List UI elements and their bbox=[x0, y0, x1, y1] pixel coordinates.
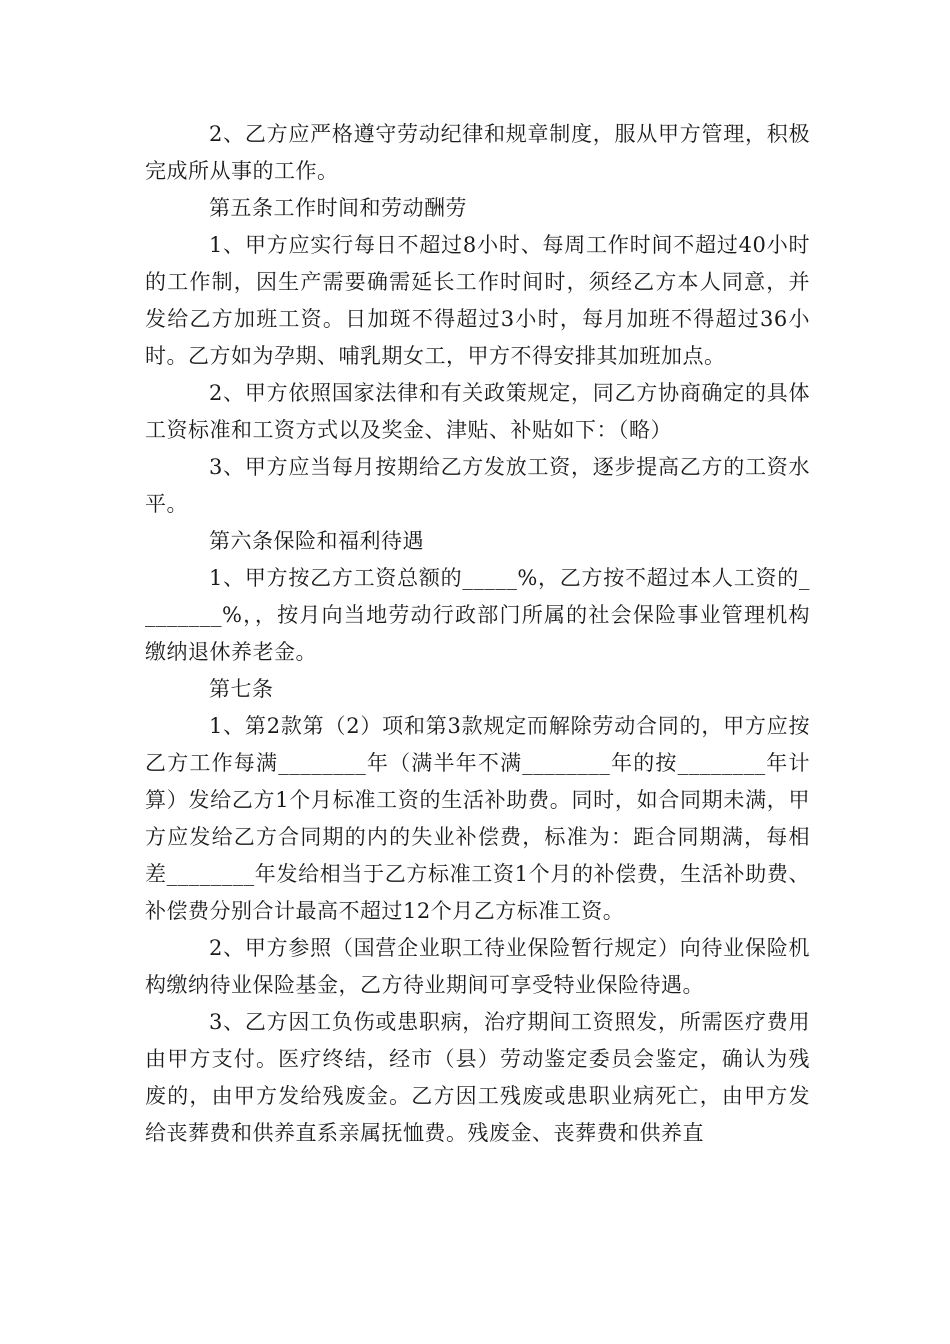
article-6-heading: 第六条保险和福利待遇 bbox=[209, 529, 424, 553]
article-5-heading: 第五条工作时间和劳动酬劳 bbox=[209, 196, 467, 220]
document-body bbox=[145, 116, 810, 1152]
clause-7-item-2: 2、甲方参照（国营企业职工待业保险暂行规定）向待业保险机构缴纳待业保险基金，乙方待业期间可享受特业保险待遇。 bbox=[145, 936, 810, 997]
clause-5-item-1: 1、甲方应实行每日不超过8小时、每周工作时间不超过40小时的工作制，因生产需要确需延长工作时间时，须经乙方本人同意，并发给乙方加班工资。日加斑不得超过3小时，每月加班不得超过36小时。乙方如为孕期、哺乳期女工，甲方不得安排其加班加点。 bbox=[145, 233, 810, 368]
clause-7-item-3: 3、乙方因工负伤或患职病，治疗期间工资照发，所需医疗费用由甲方支付。医疗终结，经市（县）劳动鉴定委员会鉴定，确认为残废的，由甲方发给残废金。乙方因工残废或患职业病死亡，由甲方发给丧葬费和供养直系亲属抚恤费。残废金、丧葬费和供养直 bbox=[145, 1010, 810, 1145]
clause-5-item-2: 2、甲方依照国家法律和有关政策规定，同乙方协商确定的具体工资标准和工资方式以及奖金、津贴、补贴如下：（略） bbox=[145, 381, 810, 442]
clause-6-item-1: 1、甲方按乙方工资总额的_____%，乙方按不超过本人工资的________%，，按月向当地劳动行政部门所属的社会保险事业管理机构缴纳退休养老金。 bbox=[145, 566, 810, 664]
article-7-heading: 第七条 bbox=[209, 677, 274, 701]
clause-4-item-2: 2、乙方应严格遵守劳动纪律和规章制度，服从甲方管理，积极完成所从事的工作。 bbox=[145, 122, 810, 183]
clause-7-item-1: 1、第2款第（2）项和第3款规定而解除劳动合同的，甲方应按乙方工作每满________年（满半年不满________年的按________年计算）发给乙方1个月标准工资的生活补助费。同时，如合同期未满，甲方应发给乙方合同期的内的失业补偿费，标准为：距合同期满，每相差________年发给相当于乙方标准工资1个月的补偿费，生活补助费、补偿费分别合计最高不超过12个月乙方标准工资。 bbox=[145, 714, 810, 923]
clause-5-item-3: 3、甲方应当每月按期给乙方发放工资，逐步提高乙方的工资水平。 bbox=[145, 455, 810, 516]
